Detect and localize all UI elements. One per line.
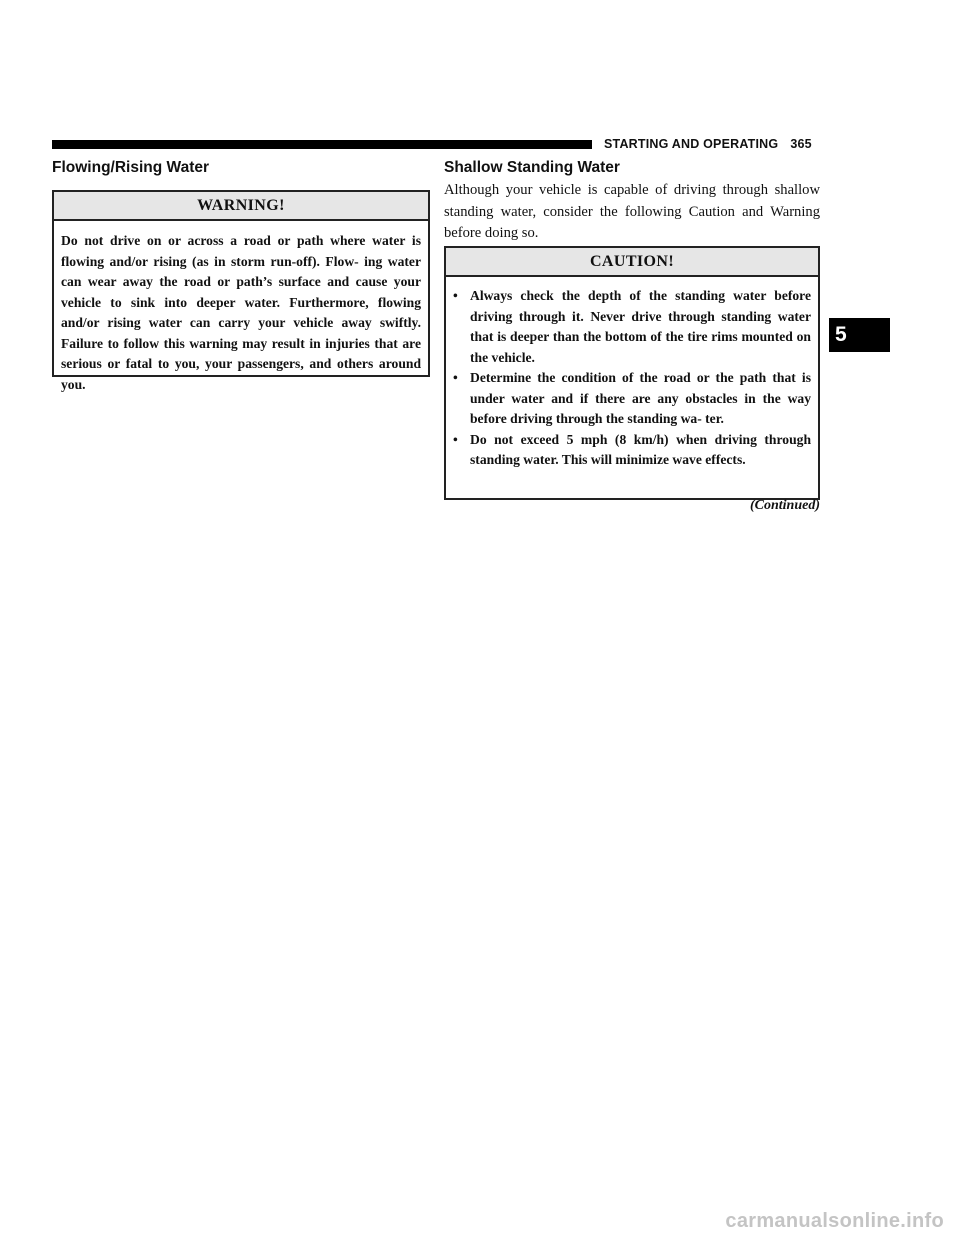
caution-item	[453, 368, 811, 430]
running-title: STARTING AND OPERATING	[604, 137, 779, 151]
warning-title: WARNING!	[54, 192, 428, 221]
caution-item-text: Do not exceed 5 mph (8 km/h) when driving through standing water. This will minimize wave effects.	[470, 431, 811, 467]
caution-item	[453, 286, 811, 368]
warning-text: Do not drive on or across a road or path where water is flowing and/or rising (as in storm run-off). Flow- ing water can wear away the road or path’s surface and cause your vehicle to sink into deeper water. Furthermore, flowing and/or rising water can carry your vehicle away swiftly. Failure to follow this warning may result in injuries that are serious or fatal to you, your passengers, and others around you.	[61, 233, 421, 392]
caution-item-text: Determine the condition of the road or the path that is under water and if there are any obstacles in the way before driving through the standing wa- ter.	[470, 370, 811, 426]
bullet-icon: •	[453, 370, 458, 385]
continued-note: (Continued)	[749, 498, 820, 513]
bullet-icon: •	[453, 288, 458, 303]
caution-title: CAUTION!	[446, 248, 818, 277]
section-heading-flowing-water: Flowing/Rising Water	[52, 159, 210, 176]
warning-box	[52, 190, 430, 392]
page-number: 365	[790, 137, 812, 151]
chapter-tab: 5	[829, 318, 890, 352]
caution-box	[444, 246, 820, 500]
caution-item	[453, 430, 811, 471]
section-heading-standing-water: Shallow Standing Water	[444, 159, 620, 176]
caution-item-text: Always check the depth of the standing water before driving through it. Never drive through standing water that is deeper than the bottom of the tire rims mounted on the vehicle.	[470, 288, 811, 365]
standing-water-intro: Although your vehicle is capable of driving through shallow standing water, consider the following Caution and Warning before doing so.	[444, 182, 820, 241]
header-rule	[52, 140, 592, 149]
watermark: carmanualsonline.info	[725, 1210, 944, 1232]
caution-list	[453, 286, 811, 471]
bullet-icon: •	[453, 431, 458, 447]
running-header	[604, 137, 812, 151]
